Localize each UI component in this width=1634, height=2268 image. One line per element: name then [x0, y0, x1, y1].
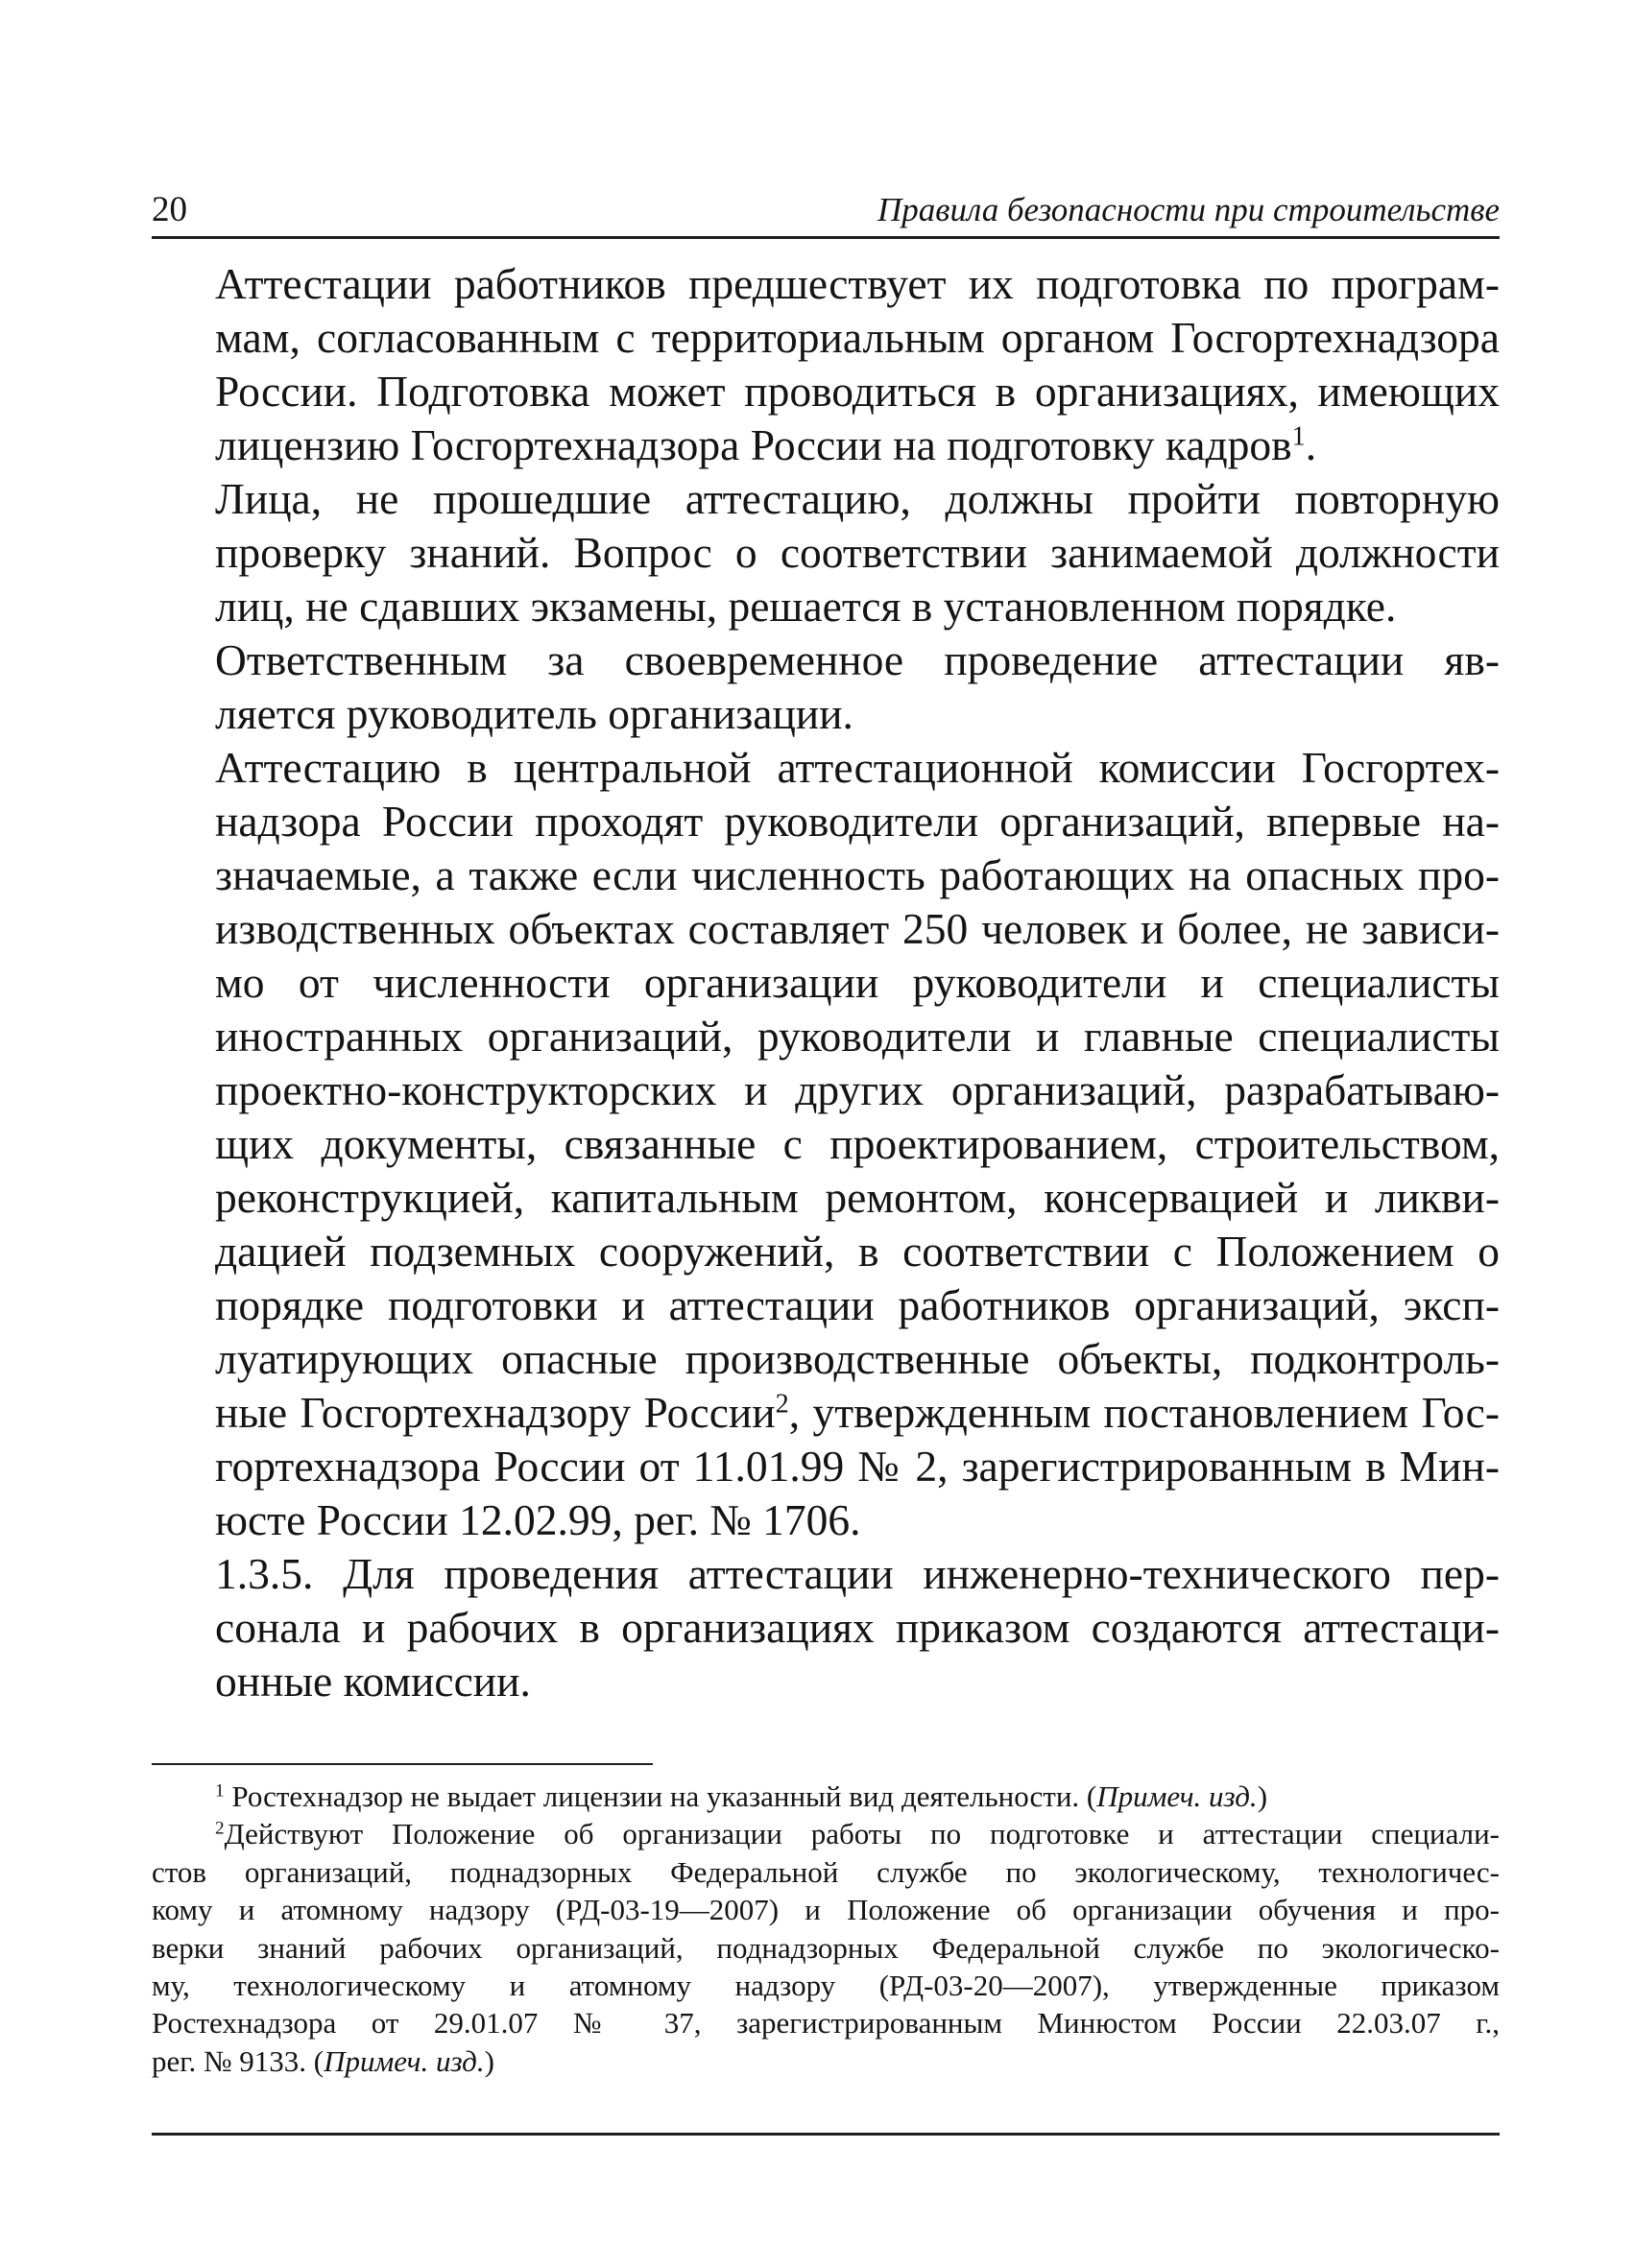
text-line: 1.3.5. Для проведения аттестации инженерно-технического пер- [215, 1549, 1500, 1598]
text-line: щих документы, связанные с проектированием, строительством, [215, 1119, 1500, 1168]
paragraph-1 [152, 257, 1500, 472]
text-line: иностранных организаций, руководители и главные специалисты [215, 1012, 1500, 1061]
text-fragment: лицензию Госгортехнадзора России на подготовку кадров [215, 420, 1292, 469]
text-line: сонала и рабочих в организациях приказом создаются аттестаци- [215, 1603, 1500, 1652]
text-line: Аттестации работников предшествует их подготовка по програм- [215, 259, 1500, 308]
text-line: дацией подземных сооружений, в соответствии с Положением о [215, 1227, 1500, 1276]
text-line: проектно-конструкторских и других организаций, разрабатываю- [215, 1065, 1500, 1114]
text-line: кому и атомному надзору (РД-03-19—2007) и Положение об организации обучения и про- [152, 1893, 1500, 1927]
editor-note: Примеч. изд. [1096, 1779, 1258, 1813]
text-line: реконструкцией, капитальным ремонтом, консервацией и ликви- [215, 1173, 1500, 1222]
paragraph-4 [152, 741, 1500, 1547]
paragraph-3 [152, 633, 1500, 741]
text-line: изводственных объектах составляет 250 человек и более, не зависи- [215, 904, 1500, 953]
text-line [152, 1778, 1500, 1815]
footnotes [152, 1778, 1500, 2080]
footnote-ref-1: 1 [1291, 421, 1306, 452]
footnote-mark-1: 1 [215, 1780, 225, 1802]
text-line: ляется руководитель организации. [215, 689, 853, 738]
text-fragment: рег. № 9133. ( [152, 2043, 324, 2078]
text-line [152, 418, 1500, 472]
bottom-rule [152, 2133, 1500, 2136]
text-line: юсте России 12.02.99, рег. № 1706. [215, 1495, 861, 1544]
text-line: лиц, не сдавших экзамены, решается в установленном порядке. [215, 582, 1397, 631]
text-line: стов организаций, поднадзорных Федеральной службе по экологическому, технологичес- [152, 1854, 1500, 1889]
text-line: Ростехнадзора от 29.01.07 № 37, зарегистрированным Минюстом России 22.03.07 г., [152, 2006, 1500, 2041]
page-number: 20 [152, 190, 187, 229]
text-fragment: . [1305, 420, 1317, 469]
text-line: Лица, не прошедшие аттестацию, должны пройти повторную [215, 474, 1500, 523]
footnote-ref-2: 2 [775, 1389, 789, 1420]
text-line: значаемые, а также если численность работающих на опасных про- [215, 850, 1500, 899]
text-line [152, 2042, 1500, 2080]
text-fragment: Ростехнадзор не выдает лицензии на указанный вид деятельности. ( [224, 1779, 1097, 1813]
footnote-mark-2: 2 [215, 1818, 225, 1839]
text-line: Ответственным за своевременное проведение аттестации яв- [215, 635, 1500, 684]
text-line: мо от численности организации руководители и специалисты [215, 958, 1500, 1007]
running-header [152, 188, 1500, 232]
editor-note: Примеч. изд. [324, 2043, 485, 2078]
text-line: му, технологическому и атомному надзору (РД-03-20—2007), утвержденные приказом [152, 1969, 1500, 2003]
paragraph-5 [152, 1547, 1500, 1708]
text-line: гортехнадзора России от 11.01.99 № 2, зарегистрированным в Мин- [215, 1442, 1500, 1491]
text-fragment: Действуют Положение об организации работы по подготовке и аттестации специали- [224, 1817, 1500, 1851]
text-fragment: ) [1257, 1779, 1268, 1813]
body-text [152, 257, 1500, 1708]
text-line: России. Подготовка может проводиться в организациях, имеющих [215, 367, 1500, 416]
footnote-separator [152, 1763, 653, 1765]
text-line: мам, согласованным с территориальным органом Госгортехнадзора [215, 313, 1500, 362]
text-line: проверку знаний. Вопрос о соответствии занимаемой должности [215, 528, 1500, 577]
running-title: Правила безопасности при строительстве [877, 191, 1500, 228]
text-line [152, 1815, 1500, 1852]
text-line: Аттестацию в центральной аттестационной комиссии Госгортех- [215, 743, 1500, 792]
text-fragment: ные Госгортехнадзору России [215, 1388, 776, 1437]
footnote-1 [152, 1778, 1500, 1815]
text-line: надзора России проходят руководители организаций, впервые на- [215, 797, 1500, 846]
text-fragment: , утвержденным постановлением Гос- [788, 1388, 1500, 1437]
text-fragment: ) [484, 2043, 494, 2078]
text-line: порядке подготовки и аттестации работников организаций, эксп- [215, 1280, 1500, 1329]
header-rule [152, 236, 1500, 239]
footnote-2 [152, 1815, 1500, 2080]
paragraph-2 [152, 472, 1500, 633]
text-line [152, 1386, 1500, 1440]
text-line: верки знаний рабочих организаций, поднадзорных Федеральной службе по экологическо- [152, 1930, 1500, 1965]
text-line: онные комиссии. [215, 1657, 531, 1706]
text-line: луатирующих опасные производственные объекты, подконтроль- [215, 1334, 1500, 1383]
